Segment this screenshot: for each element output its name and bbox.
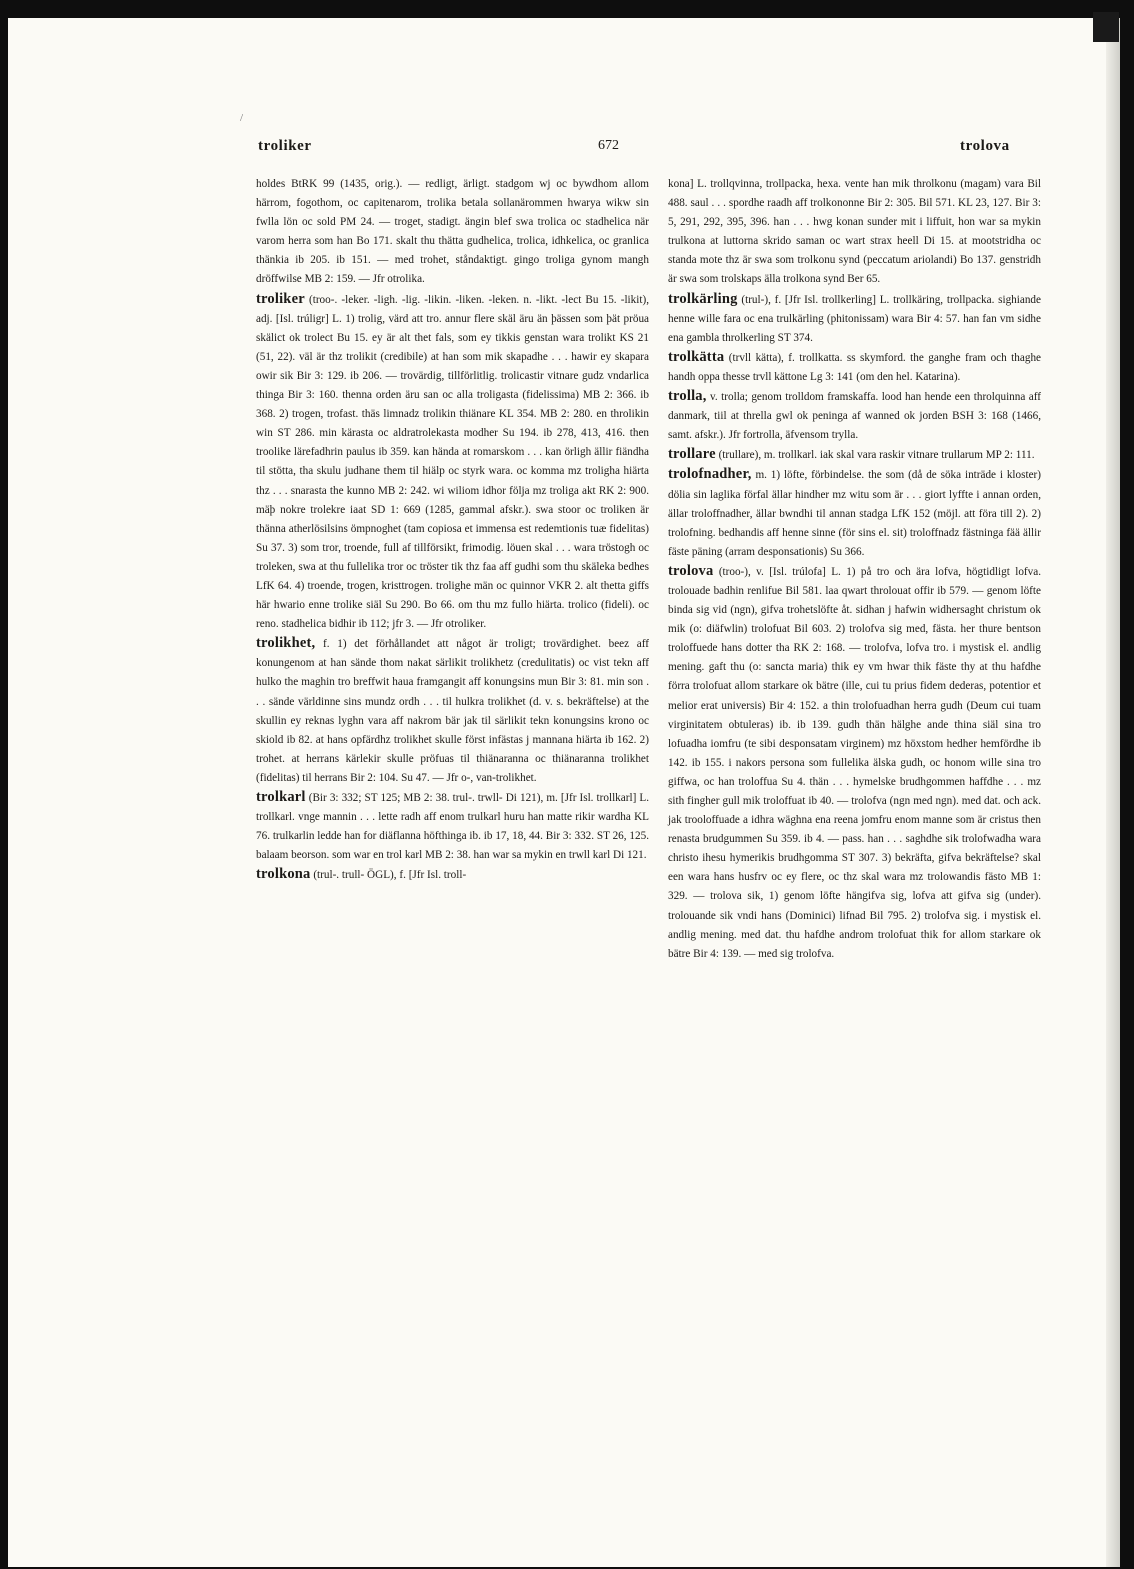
entry-trolofnadher [668, 465, 1041, 561]
entry-trolkatta [668, 348, 1041, 387]
headword: trolkärling [668, 290, 738, 307]
entry-trolova [668, 562, 1041, 964]
entry-text: (troo-. -leker. -ligh. -lig. -likin. -liken. -leken. n. -likt. -lect Bu 15. -likit), adj. [Isl. trúligr] L. 1) trolig, värd att tro. annur flere skäl äru än þässen som þät pröua skälict ok trolect Bu 15. ey är alt thet fals, som ey tikkis genstan wara trolikt KS 21 (51, 22). väl är thz trolikit (credibile) at han som mik skapadhe . . . hawir ey skapara owir sik Bir 3: 129. ib 206. — trovärdig, tillförlitlig. trolicastir vitnare gudz vndarlica thinga Bir 3: 160. thenna orden äru san oc alla troligasta (fidelissima) MB 2: 366. ib 368. 2) trogen, trofast. thäs limnadz trolikin thiänare KL 354. MB 2: 280. en throlikin win ST 286. min kärasta oc aldratrolekasta modher Su 194. ib 278, 413, 416. then troolike lärefadhrin paulus ib 359. kan hända at romarskom . . . kan örligh ällir fiändha til stötta, tha skulu judhane them til hiälp oc styrk wara. oc komma mz trolighа hiärta thz . . . snarasta the kunno MB 2: 242. wi wiliom idhor följa mz troliga akt RK 2: 900. mäþ nokre trolekre iaat SD 1: 669 (1285, gammal afskr.). swa stoor oc troliken är thänna atherlösilsins ömpnoghet (tam copiosa et immensa est redemtionis tuæ fidelitas) Su 37. 3) som tror, troende, full af tillförsikt, frimodig. löuen skal . . . wara tröstogh oc troleken, swa at thu fullelika tror oc tröster tik thz faa aff gudhi som thu skäleka bedhes LfK 64. 4) troende, trogen, kristtrogen. trolighe män oc quinnor VKR 2. alt thetta giffs här hwario enne trolike siäl Su 290. Bo 66. om thu mz fullo hiärta. trolico (fideli). oc reno. stadhelica bidhir ib 112; jfr 3. — Jfr otroliker. [256, 293, 650, 631]
page-number: 672 [598, 138, 619, 153]
entry-text: (Bir 3: 332; ST 125; MB 2: 38. trul-. trwll- Di 121), m. [Jfr Isl. trollkarl] L. trollkarl. vnge mannin . . . lette radh aff enom trulkarl huru han matte rikir wardha KL 76. trulkarlin ledde han for diäflanna höfthinga ib. ib 17, 18, 44. Bir 3: 332. ST 26, 125. balaam beorson. som war en trol karl MB 2: 38. han war sa mykin en trwll karl Di 121. [256, 792, 649, 862]
entry-text: (trul-), f. [Jfr Isl. trollkerling] L. trollkäring, trollpacka. sighiande henne wille fara oc ena trulkärling (phitonissam) wara Bir 4: 57. han fan vm sidhe ena gambla throlkerling ST 374. [668, 293, 1041, 344]
entry-text: (trul-. trull- ÖGL), f. [Jfr Isl. troll- [313, 869, 467, 882]
entry-trolla [668, 387, 1041, 445]
entry-trolkona [256, 865, 649, 885]
page-edge-shadow [1106, 18, 1120, 1567]
entry-text: (troo-), v. [Isl. trúlofa] L. 1) på tro och ära lofva, högtidligt lofva. trolouade badhin renlifue Bil 581. laa qwart throlouat offir ib 579. — genom löfte binda sig vid (ngn), gifva trohetslöfte åt. sidhan j hafwin widhersaght christum ok mik (o: diäfwlin) trolofuat Bil 603. 2) trolofva sig med, fästa. her thure bentson troloffuede hans dotter tha RK 2: 168. — trolofva, lofva tro. i mystisk el. andlig mening. gaft thu (o: sancta maria) thik ey vm hwar thik fäste thy at thu hafdhe förra trolofuat allom starkare ok bätre (ille, cui tu prius fidem dederas, potentior et melior erat universis) Bir 4: 152. a thin trolofuadhan herra gudh (Deum cui tuam virginitatem obtuleras) ib. ib 139. gudh thän hälghe ande thina siäl sina tro lofuadha iomfru (te sibi desponsatam virginem) mz höxstom hedher hemfördhe ib 142. ib 155. i nakors persona som fullelika älska gudh, oc honom wille sina tro giffwa, oc han troloffua Su 4. thän . . . hymelske brudhgommen haffdhe . . . mz sith fingher gull mik troloffuat ib 40. — trolofva (ngn med ngn). med dat. och ack. jak trooloffuade a idhra wäghna ena reena jomfru enom manne som är cristus then renasta brudgummen Su 359. ib 4. — pass. han . . . saghdhe sik trolofwadha wara christo ihesu hymerikis brudhgomma ST 307. 3) bekräfta, gifva bekräftelse? skal een wara hans husfrv oc ey flere, oc thz skal wara mz trolowandis fästo MB 1: 329. — trolova sik, 1) genom löfte hängifva sig, lofva att gifva sig (under). trolouande sik vndi hans (Dominici) lifnad Bil 795. 2) trolofva sig. i mystisk el. andlig mening. med dat. thu hafdhe androm trolofuat thik for allom starkare ok bätre Bir 4: 139. — med sig trolofva. [668, 565, 1041, 960]
entry-text: f. 1) det förhållandet att något är troligt; trovärdighet. beez aff konungenom at han sände thom nakat särlikit trolikhetz (credulitatis) oc vist tekn aff hulko the maghin tro breffwit haua framgangit aff konungsins mun Bir 3: 81. min son . . . sände världinne sins mundz ordh . . . til hulkra trolikhet (d. v. s. bekräftelse) at the skullin ey reknas lyghn vara aff nakrom bär jak til särlikit tekn konungsins krono oc skiold ib 82. at hans opfärdhz trolikhet skulle först infästas j mannana hiärta ib 162. 2) trohet. at herrans kärlekir skulle pröfuas til thiänaranna oc thiänaranna trolikhet (fidelitas) til herrans Bir 2: 104. Su 47. — Jfr o-, van-trolikhet. [256, 638, 650, 784]
headword: trolova [668, 562, 714, 579]
entry-text: v. trolla; genom trolldom framskaffa. lood han hende een throlquinna aff danmark, tiil at thrella gwl ok peninga af wanned ok jorden BSH 3: 168 (1466, samt. afskr.). Jfr fortrolla, äfvensom trylla. [668, 391, 1041, 442]
headword: trollare [668, 446, 716, 463]
entry-continuation [668, 175, 1041, 290]
headword: trolkätta [668, 348, 725, 365]
headword: trolla, [668, 388, 707, 405]
entry-trolkarling [668, 290, 1041, 348]
margin-tick-mark: / [240, 112, 244, 124]
entry-troliker [256, 290, 649, 635]
left-column [256, 175, 649, 885]
header-left-word: troliker [258, 138, 312, 154]
entry-text: (trullare), m. trollkarl. iak skal vara raskir vitnare trullarum MP 2: 111. [718, 449, 1035, 462]
entry-text: holdes BtRK 99 (1435, orig.). — redligt, ärligt. stadgom wj oc bywdhom allom härrom, fogothom, oc capitenarom, trolika betala sollanärommen hwarya wikw sin fwlla lön oc sold PM 24. — troget, stadigt. ängin blef swa trolica oc stadhelica när varom herra som han Bo 171. skalt thu thätta gudhelica, trolica, idhkelica, oc granlica thänkia ib 205. ib 151. — med trohet, ståndaktigt. gingo troliga gynom mangh dröffwilse MB 2: 159. — Jfr otrolika. [256, 178, 649, 286]
entry-trollare [668, 445, 1041, 465]
headword: troliker [256, 290, 305, 307]
headword: trolkona [256, 866, 311, 883]
entry-continuation [256, 175, 649, 290]
headword: trolkarl [256, 789, 306, 805]
entry-trolkarl [256, 788, 649, 865]
scan-corner [1093, 12, 1119, 42]
headword: trolofnadher, [668, 466, 752, 483]
entry-text: m. 1) löfte, förbindelse. the som (då de söka inträde i kloster) dölia sin laglika förfal ällar hindher mz witu som är . . . giort lyffte i annan orden, ällar troloffnadher, ällar bwndhi til annan stadga LfK 152 (möjl. att föra till 2). 2) trolofning. bedhandis aff henne sinne (för sins el. sit) troloffnadz fästninga fää ällir fäste päning (arram desponsationis) Su 366. [668, 469, 1041, 558]
running-header [0, 138, 1134, 164]
header-right-word: trolova [960, 138, 1010, 154]
right-column [668, 175, 1041, 964]
headword: trolikhet, [256, 635, 316, 652]
entry-text: (trvll kätta), f. trollkatta. ss skymford. the ganghe fram och thaghe handh oppa thesse trvll kättone Lg 3: 141 (om den hel. Katarina). [668, 351, 1042, 383]
entry-trolikhet [256, 634, 649, 788]
entry-text: kona] L. trollqvinna, trollpacka, hexa. vente han mik throlkonu (magam) vara Bil 488. saul . . . spordhe raadh aff trolkononne Bir 2: 305. Bil 571. KL 23, 127. Bir 3: 5, 291, 292, 395, 396. han . . . hwg konan sunder mit i liffuit, hon war sa mykin trulkona at luttorna skrido saman oc wart strax heell Di 15. at mootstridha oc standa mote thz är swa som trolkonu synd (peccatum ariolandi) Bo 137. genstridh är swa som trolskaps älla trolkona synd Ber 65. [668, 178, 1041, 286]
